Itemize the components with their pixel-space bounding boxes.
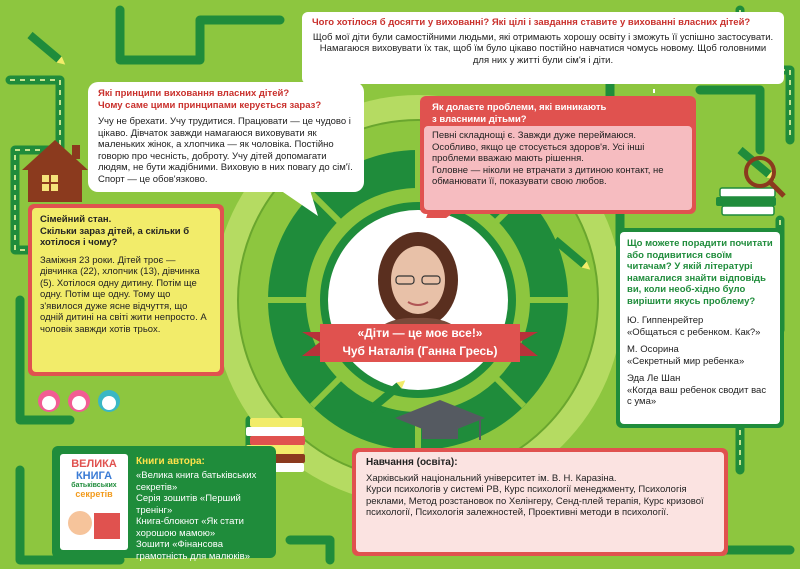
book-author: Ю. Гиппенрейтер (627, 315, 704, 326)
book-title: «Когда ваш ребенок сводит вас с ума» (627, 384, 767, 407)
goals-bubble (302, 12, 784, 84)
children-faces-icon (36, 388, 126, 414)
education-heading: Навчання (освіта): (366, 457, 458, 468)
author-books-list: «Велика книга батьківських секретів» Серія зошитів «Перший тренінг» Книга-блокнот «Як стати хорошою мамою» Зошити «Фінансова грамотність для малюків» (136, 470, 257, 562)
reading-box (616, 228, 784, 428)
problems-question: Як долаєте проблеми, які виникають з власними дітьми? (432, 102, 607, 125)
author-books-heading: Книги автора: (136, 456, 205, 467)
problems-answer: Певні складнощі є. Завжди дуже переймаюся. Особливо, якщо це стосується здоров'я. Усі інші проблеми вважаю мають рішення. Головне — ніколи не втрачати з дитиною контакт, не обманювати її, показувати свою любов. (432, 130, 664, 187)
book-cover-image (60, 454, 128, 550)
goals-answer: Щоб мої діти були самостійними людьми, які отримають хорошу освіту і зможуть її успішно застосувати. Намагаюся виховувати їх так, щоб їм було цікаво постійно навчатися чомусь новому. Щоб головними для них у житті були сім'я і діти. (312, 31, 774, 66)
principles-answer: Учу не брехати. Учу трудитися. Працювати — це чудово і цікаво. Дівчаток завжди намагаюся виховувати як маленьких жінок, а хлопчика — як чоловіка. Постійно говорю про чесність, доброту. Учу дітей допомагати людям, не бути жадібними. Виховую в них повагу до сім'ї. Спорт — це обов'язково. (98, 116, 353, 185)
book-title: «Секретный мир ребенка» (627, 355, 745, 367)
book-item (627, 315, 773, 338)
cover-title-line: секретів (75, 489, 113, 499)
book-author: М. Осорина (627, 344, 679, 355)
book-author: Эда Ле Шан (627, 373, 681, 384)
family-box (28, 204, 224, 376)
center-quote: «Діти — це моє все!» (357, 326, 483, 340)
family-question: Сімейний стан. Скільки зараз дітей, а скільки б хотілося і чому? (40, 214, 190, 248)
education-text: Харківський національний університет ім. В. Н. Каразіна. Курси психологів у системі РВ, Курс психології менеджменту, Психологія реклами, Метод розстановок по Хелінгеру, Сенд-плей терапія, Курс кризової психології, Психологія залежностей, Проективні методи в психології. (366, 472, 704, 518)
center-name: Чуб Наталія (Ганна Гресь) (342, 344, 498, 358)
problems-box (420, 96, 696, 214)
problems-answer-panel (424, 126, 692, 210)
cover-title-line: КНИГА (75, 470, 113, 482)
family-panel (32, 208, 220, 372)
author-books-text (136, 456, 270, 562)
book-title: «Общаться с ребенком. Как?» (627, 326, 761, 338)
reading-question: Що можете порадити почитати або подивитися своїм читачам? У якій літературі намагалися знайти відповідь ви, коли необ-хідно було вирішити якусь проблему? (627, 238, 773, 307)
name-ribbon (302, 320, 538, 364)
education-panel (356, 452, 724, 552)
book-item (627, 373, 773, 408)
author-books-box (52, 446, 276, 562)
goals-question: Чого хотілося б досягти у вихованні? Які цілі і завдання ставите у вихованні власних дітей? (312, 17, 751, 28)
education-box (352, 448, 728, 556)
principles-question: Які принципи виховання власних дітей? Чому саме цими принципами керується зараз? (98, 88, 322, 111)
book-item (627, 344, 773, 367)
reading-list (627, 315, 773, 408)
cover-illustration (60, 501, 128, 541)
principles-bubble-tail (280, 190, 320, 220)
cover-title-line: батьківських (71, 482, 117, 489)
principles-bubble (88, 82, 364, 192)
reading-panel (620, 232, 780, 424)
cover-title-line: ВЕЛИКА (71, 458, 117, 470)
family-answer: Заміжня 23 роки. Дітей троє — дівчинка (22), хлопчик (13), дівчинка (5). Хотілося одну дитину. Потім ще одну. Потім ще одну. Тому що з'явилося дуже ясне відчуття, що одній дитині на світі жити непросто. А чоловік завжди хотів трьох. (40, 254, 207, 335)
